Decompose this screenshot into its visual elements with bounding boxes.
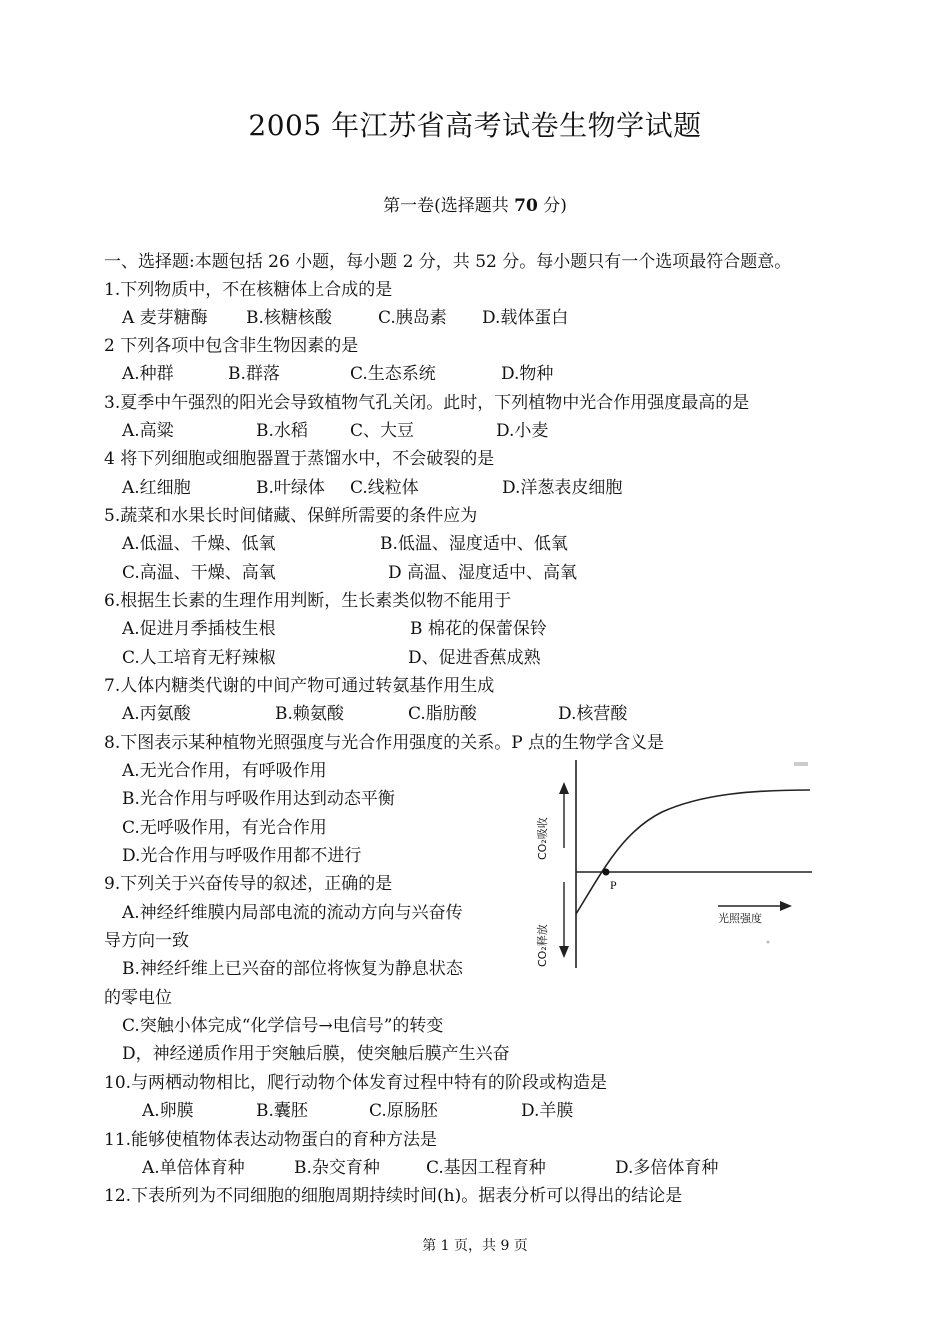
question-option: C.生态系统 (350, 364, 436, 384)
question-option: A.种群 (122, 364, 174, 384)
question-option: B.赖氨酸 (275, 704, 344, 724)
question-option: C.突触小体完成“化学信号→电信号”的转变 (122, 1016, 444, 1036)
question-option: C.线粒体 (350, 478, 419, 498)
point-p-label: P (610, 878, 617, 892)
question-option-continued: 导方向一致 (104, 931, 189, 951)
question-option: D.核营酸 (558, 704, 628, 724)
question-option: B.光合作用与呼吸作用达到动态平衡 (122, 789, 395, 809)
question-option: D 高温、湿度适中、高氧 (388, 563, 578, 583)
question-option: A.卵膜 (142, 1101, 194, 1121)
question-stem: 5.蔬菜和水果长时间储藏、保鲜所需要的条件应为 (104, 506, 478, 526)
question-option: A.丙氨酸 (122, 704, 191, 724)
question-option: B.神经纤维上已兴奋的部位将恢复为静息状态 (122, 959, 463, 979)
question-stem: 2 下列各项中包含非生物因素的是 (104, 336, 359, 356)
question-stem: 8.下图表示某种植物光照强度与光合作用强度的关系。P 点的生物学含义是 (104, 733, 665, 753)
question-option: C.高温、干燥、高氧 (122, 563, 276, 583)
down-arrow-head (559, 946, 569, 958)
y-up-label: CO₂吸收 (536, 817, 549, 860)
question-option: C、大豆 (350, 421, 415, 441)
question-option: D.光合作用与呼吸作用都不进行 (122, 846, 362, 866)
question-option: D，神经递质作用于突触后膜，使突触后膜产生兴奋 (122, 1044, 510, 1064)
question-option-continued: 的零电位 (104, 988, 172, 1008)
question-stem: 6.根据生长素的生理作用判断，生长素类似物不能用于 (104, 591, 512, 611)
photosynthesis-curve (576, 790, 810, 914)
section-score: 70 (514, 196, 538, 216)
x-arrow-head (780, 901, 792, 911)
x-axis-label: 光照强度 (718, 912, 762, 925)
question-option: A 麦芽糖酶 (122, 308, 208, 328)
y-down-label: CO₂释放 (536, 924, 549, 967)
question-stem: 4 将下列细胞或细胞器置于蒸馏水中，不会破裂的是 (104, 449, 495, 469)
question-option: B 棉花的保蕾保铃 (410, 619, 547, 639)
question-option: B.水稻 (256, 421, 308, 441)
question-option: A.低温、千燥、低氧 (122, 534, 276, 554)
question-option: A.神经纤维膜内局部电流的流动方向与兴奋传 (122, 903, 463, 923)
question-stem: 10.与两栖动物相比，爬行动物个体发育过程中特有的阶段或构造是 (104, 1073, 608, 1093)
question-option: B.囊胚 (256, 1101, 308, 1121)
question-option: B.低温、湿度适中、低氧 (380, 534, 568, 554)
section-suffix: 分) (537, 196, 567, 216)
question-stem: 3.夏季中午强烈的阳光会导致植物气孔关闭。此时，下列植物中光合作用强度最高的是 (104, 393, 750, 413)
question-option: D.多倍体育种 (615, 1158, 719, 1178)
section-prefix: 第一卷(选择题共 (383, 196, 515, 216)
question-option: C.基因工程育种 (426, 1158, 546, 1178)
question-option: D.载体蛋白 (482, 308, 569, 328)
question-stem: 1.下列物质中，不在核糖体上合成的是 (104, 280, 393, 300)
scan-mark (767, 941, 770, 944)
question-option: A.无光合作用，有呼吸作用 (122, 761, 327, 781)
question-option: D.洋葱表皮细胞 (502, 478, 623, 498)
question-option: B.杂交育种 (294, 1158, 380, 1178)
question-option: B.核糖核酸 (246, 308, 332, 328)
photosynthesis-graph (512, 752, 822, 977)
question-option: B.叶绿体 (256, 478, 325, 498)
page-title: 2005 年江苏省高考试卷生物学试题 (248, 109, 702, 142)
question-option: D.小麦 (496, 421, 549, 441)
question-option: C.人工培育无籽辣椒 (122, 648, 276, 668)
question-stem: 9.下列关于兴奋传导的叙述，正确的是 (104, 874, 393, 894)
question-option: A.高粱 (122, 421, 174, 441)
question-option: C.胰岛素 (378, 308, 447, 328)
photosynthesis-figure (512, 752, 822, 977)
question-option: B.群落 (228, 364, 280, 384)
page-footer: 第 1 页，共 9 页 (422, 1238, 528, 1254)
question-option: D.物种 (501, 364, 554, 384)
question-option: D.羊膜 (521, 1101, 574, 1121)
question-stem: 11.能够使植物体表达动物蛋白的育种方法是 (104, 1130, 438, 1150)
point-p (603, 869, 610, 876)
question-option: D、促进香蕉成熟 (408, 648, 541, 668)
question-option: A.促进月季插枝生根 (122, 619, 276, 639)
question-stem: 12.下表所列为不同细胞的细胞周期持续时间(h)。据表分析可以得出的结论是 (104, 1186, 683, 1206)
question-option: A.红细胞 (122, 478, 191, 498)
question-stem: 7.人体内糖类代谢的中间产物可通过转氨基作用生成 (104, 676, 495, 696)
question-option: C.原肠胚 (369, 1101, 438, 1121)
instructions: 一、选择题:本题包括 26 小题，每小题 2 分，共 52 分。每小题只有一个选项最符合题意。 (104, 252, 792, 272)
question-option: C.无呼吸作用，有光合作用 (122, 818, 327, 838)
section-heading (0, 191, 950, 216)
question-option: C.脂肪酸 (408, 704, 477, 724)
question-option: A.单倍体育种 (142, 1158, 245, 1178)
up-arrow-head (559, 782, 569, 794)
